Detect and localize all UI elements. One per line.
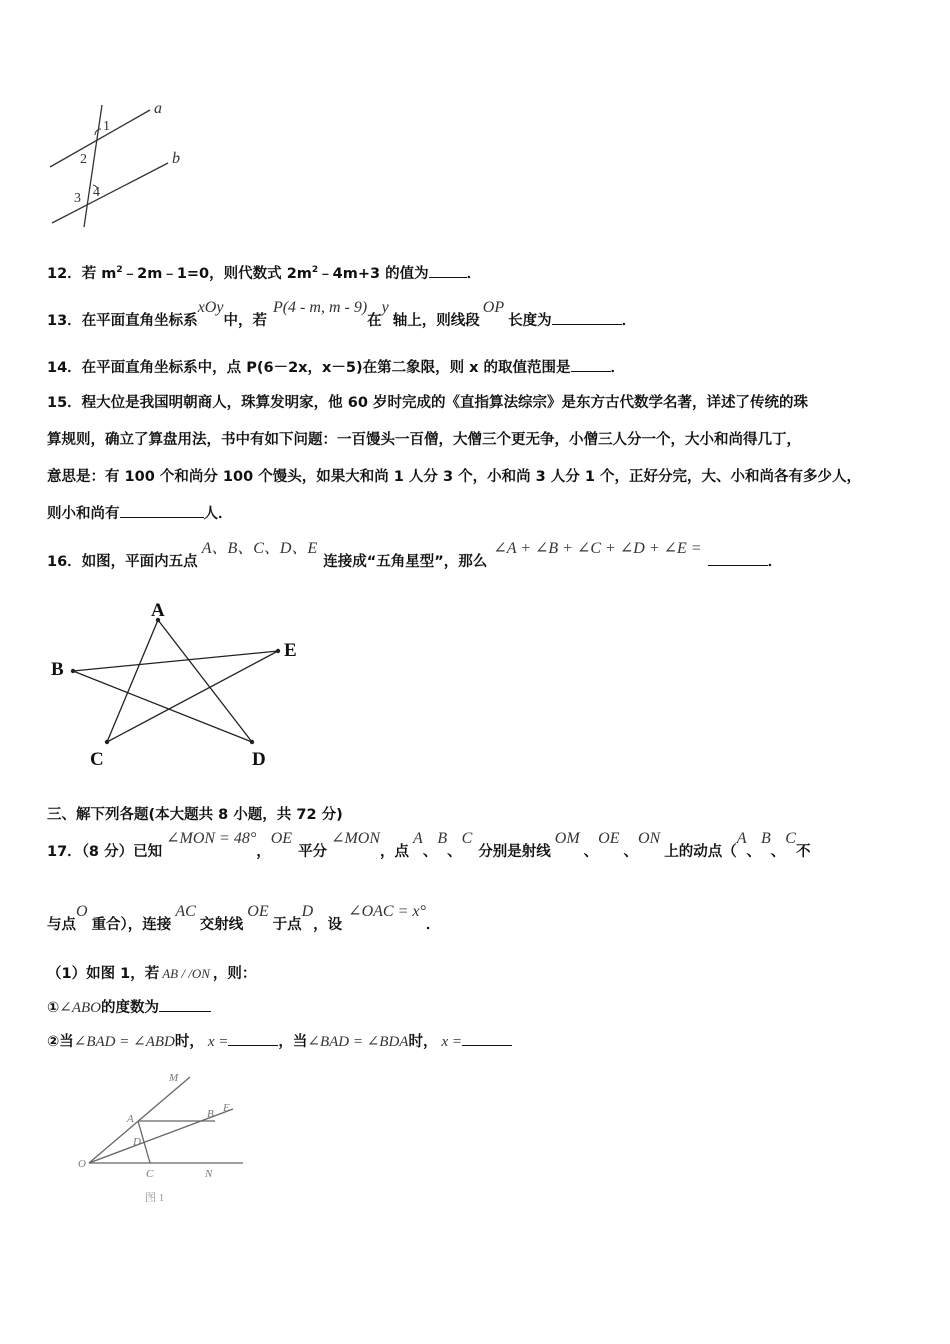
question-16 xyxy=(47,535,782,569)
q17-text-u2: 重合），连接 xyxy=(91,917,172,933)
q17-math-x-eq-1: x = xyxy=(207,1034,229,1050)
q14-answer-blank[interactable] xyxy=(571,357,611,372)
fig1-label-n: N xyxy=(205,1168,213,1180)
star-edge-a-c xyxy=(107,620,158,742)
ray-om xyxy=(89,1077,190,1163)
star-label-a: A xyxy=(151,600,165,621)
q14-end: ． xyxy=(610,360,626,376)
q12-text-b: ﹣2m﹣1=0，则代数式 2m xyxy=(122,266,312,282)
q17-item-1-answer-blank[interactable] xyxy=(159,997,211,1012)
q13-text-4: 轴上，则线段 xyxy=(392,313,480,329)
q17-text-6: 分别是射线 xyxy=(478,844,551,860)
q17-math-bad-eq-abd: ∠BAD = ∠ABD xyxy=(73,1034,175,1050)
label-angle-4: 4 xyxy=(93,185,100,200)
q17-text-8: 、 xyxy=(623,844,638,860)
q17-text-4: 、 xyxy=(422,844,438,860)
q12-sup1: 2 xyxy=(116,265,123,276)
label-angle-1: 1 xyxy=(103,119,110,134)
line-b xyxy=(52,163,168,223)
q17-text-9: 上的动点（ xyxy=(664,844,737,860)
q17-math-angle-mon: ∠MON = 48° xyxy=(166,830,257,847)
q13-math-xoy: xOy xyxy=(197,299,224,316)
fig1-label-e: E xyxy=(223,1102,230,1114)
q13-text-3: 在 xyxy=(367,313,382,329)
q17-part-1-text-b: ，则： xyxy=(212,966,257,982)
q12-text-c: ﹣4m+3 的值为 xyxy=(318,266,429,282)
q17-text-7: 、 xyxy=(583,844,599,860)
q17-math-d: D xyxy=(301,903,314,920)
q17-math-oe: OE xyxy=(270,830,293,847)
q17-text-5: 、 xyxy=(447,844,462,860)
label-b: b xyxy=(172,150,180,167)
q17-math-a: A xyxy=(413,830,423,847)
q17-math-o: O xyxy=(76,903,88,920)
q12-text-a: 若 m xyxy=(81,266,117,282)
q17-text-3: ，点 xyxy=(380,844,410,860)
q17-text-2: 平分 xyxy=(298,844,328,860)
q17-math-abo: ∠ABO xyxy=(59,1000,102,1016)
q13-math-op: OP xyxy=(482,299,505,316)
q13-math-point-p: P(4 - m, m - 9) xyxy=(272,299,368,316)
q12-num: 12． xyxy=(47,266,82,282)
q16-math-points: A、B、C、D、E xyxy=(201,540,318,557)
q17-text-u5: ，设 xyxy=(313,917,343,933)
parallel-lines-figure xyxy=(40,95,200,235)
q13-math-y: y xyxy=(381,299,389,316)
q17-math-ab-parallel-on: AB / /ON xyxy=(162,966,210,981)
question-15-line-3: 意思是：有 100 个和尚分 100 个馒头，如果大和尚 1 人分 3 个，小和尚 3 人分 1 个，正好分完，大、小和尚各有多少人， xyxy=(47,469,861,485)
q13-text-1: 在平面直角坐标系 xyxy=(81,313,198,329)
q12-sup2: 2 xyxy=(311,265,319,276)
q17-math-ac: AC xyxy=(175,903,196,920)
q17-math-c: C xyxy=(461,830,473,847)
question-17-line-2 xyxy=(47,900,440,934)
question-13 xyxy=(47,296,636,330)
q13-num: 13． xyxy=(47,313,82,329)
question-15-line-2: 算规则，确立了算盘用法，书中有如下问题：一百馒头一百僧，大僧三个更无争，小僧三人分一个，大小和尚得几丁， xyxy=(47,432,801,448)
q17-math-c-2: C xyxy=(785,830,796,847)
q12-answer-blank[interactable] xyxy=(429,263,467,278)
q17-text-1: （8 分）已知 xyxy=(81,844,163,860)
q15-text-before-blank: 则小和尚有 xyxy=(47,506,120,522)
q15-text-after-blank: 人． xyxy=(203,506,233,522)
star-label-b: B xyxy=(51,659,64,680)
q17-item-2-text-d: 时， xyxy=(408,1034,438,1050)
q13-text-2: 中，若 xyxy=(223,313,267,329)
q13-end: ． xyxy=(621,313,637,329)
star-label-c: C xyxy=(90,749,104,770)
q16-math-angle-sum: ∠A + ∠B + ∠C + ∠D + ∠E = xyxy=(493,540,702,557)
q17-math-x-eq-2: x = xyxy=(441,1034,462,1050)
question-15-line-1: 15．程大位是我国明朝商人，珠算发明家，他 60 岁时完成的《直指算法综宗》是东方古代数学名著，详述了传统的珠 xyxy=(47,395,808,411)
q17-math-b: B xyxy=(437,830,448,847)
fig1-label-a: A xyxy=(127,1113,134,1125)
q17-math-bad-eq-bda: ∠BAD = ∠BDA xyxy=(307,1034,409,1050)
q17-text-11: 、 xyxy=(770,844,786,860)
q17-math-on: ON xyxy=(637,830,661,847)
q17-item-2-text-c: ，当 xyxy=(278,1034,308,1050)
question-12 xyxy=(47,262,481,283)
question-14 xyxy=(47,356,625,377)
q17-math-b-2: B xyxy=(761,830,771,847)
q16-num: 16． xyxy=(47,554,82,570)
fig1-label-o: O xyxy=(78,1158,86,1170)
label-angle-3: 3 xyxy=(74,191,81,206)
q17-math-oe-3: OE xyxy=(247,903,269,920)
q13-text-5: 长度为 xyxy=(508,313,552,329)
q17-item-2-answer-blank-1[interactable] xyxy=(228,1031,278,1046)
star-label-e: E xyxy=(284,640,297,661)
q16-answer-blank[interactable] xyxy=(708,551,768,566)
fig1-caption: 图 1 xyxy=(145,1192,165,1204)
q15-answer-blank[interactable] xyxy=(120,503,204,518)
q17-item-2 xyxy=(47,1030,512,1051)
q17-math-mon: ∠MON xyxy=(331,830,381,847)
q17-text-10: 、 xyxy=(746,844,761,860)
q17-part-1-text-a: （1）如图 1，若 xyxy=(47,966,160,982)
q16-text-2: 连接成“五角星型”，那么 xyxy=(323,554,488,570)
fig1-label-d: D xyxy=(133,1136,141,1148)
q17-math-om: OM xyxy=(554,830,580,847)
q17-item-1-text: 的度数为 xyxy=(101,1000,160,1016)
q17-math-oe-2: OE xyxy=(598,830,620,847)
q16-text-1: 如图，平面内五点 xyxy=(81,554,198,570)
q17-item-1 xyxy=(47,996,211,1017)
section-3-heading: 三、解下列各题(本大题共 8 小题，共 72 分) xyxy=(47,807,343,823)
q17-text-u6: ． xyxy=(425,917,441,933)
q13-answer-blank[interactable] xyxy=(552,310,622,325)
star-label-d: D xyxy=(252,749,266,770)
q17-item-2-marker: ②当 xyxy=(47,1034,74,1050)
fig1-label-m: M xyxy=(169,1072,179,1084)
q17-text-12: 不 xyxy=(795,844,811,860)
star-figure xyxy=(40,595,320,775)
label-a: a xyxy=(154,100,162,117)
q17-text-u3: 交射线 xyxy=(199,917,244,933)
fig1-label-b: B xyxy=(207,1108,214,1120)
q14-text: 14．在平面直角坐标系中，点 P(6－2x，x－5)在第二象限，则 x 的取值范围是 xyxy=(47,360,571,376)
label-angle-2: 2 xyxy=(80,152,87,167)
question-15-line-4 xyxy=(47,502,233,523)
q17-item-2-text-b: 时， xyxy=(174,1034,204,1050)
fig1-label-c: C xyxy=(146,1168,154,1180)
q17-item-1-marker: ① xyxy=(47,1000,60,1016)
q17-part-1-header xyxy=(47,962,256,983)
q17-math-oac: ∠OAC = x° xyxy=(348,903,426,920)
q17-math-a-2: A xyxy=(736,830,747,847)
q17-text-u1: 与点 xyxy=(47,917,76,933)
question-17-line-1: 17．（8 分）已知∠MON = 48°，OE平分∠MON，点A、B、C分别是射线OM、OE、ON上的动点（A、B、C不 xyxy=(47,830,811,860)
figure-1 xyxy=(75,1065,260,1210)
q17-item-2-answer-blank-2[interactable] xyxy=(462,1031,512,1046)
q16-end: ． xyxy=(767,554,783,570)
q17-num: 17． xyxy=(47,844,82,860)
q17-text-u4: 于点 xyxy=(272,917,302,933)
q12-end: ． xyxy=(466,266,482,282)
